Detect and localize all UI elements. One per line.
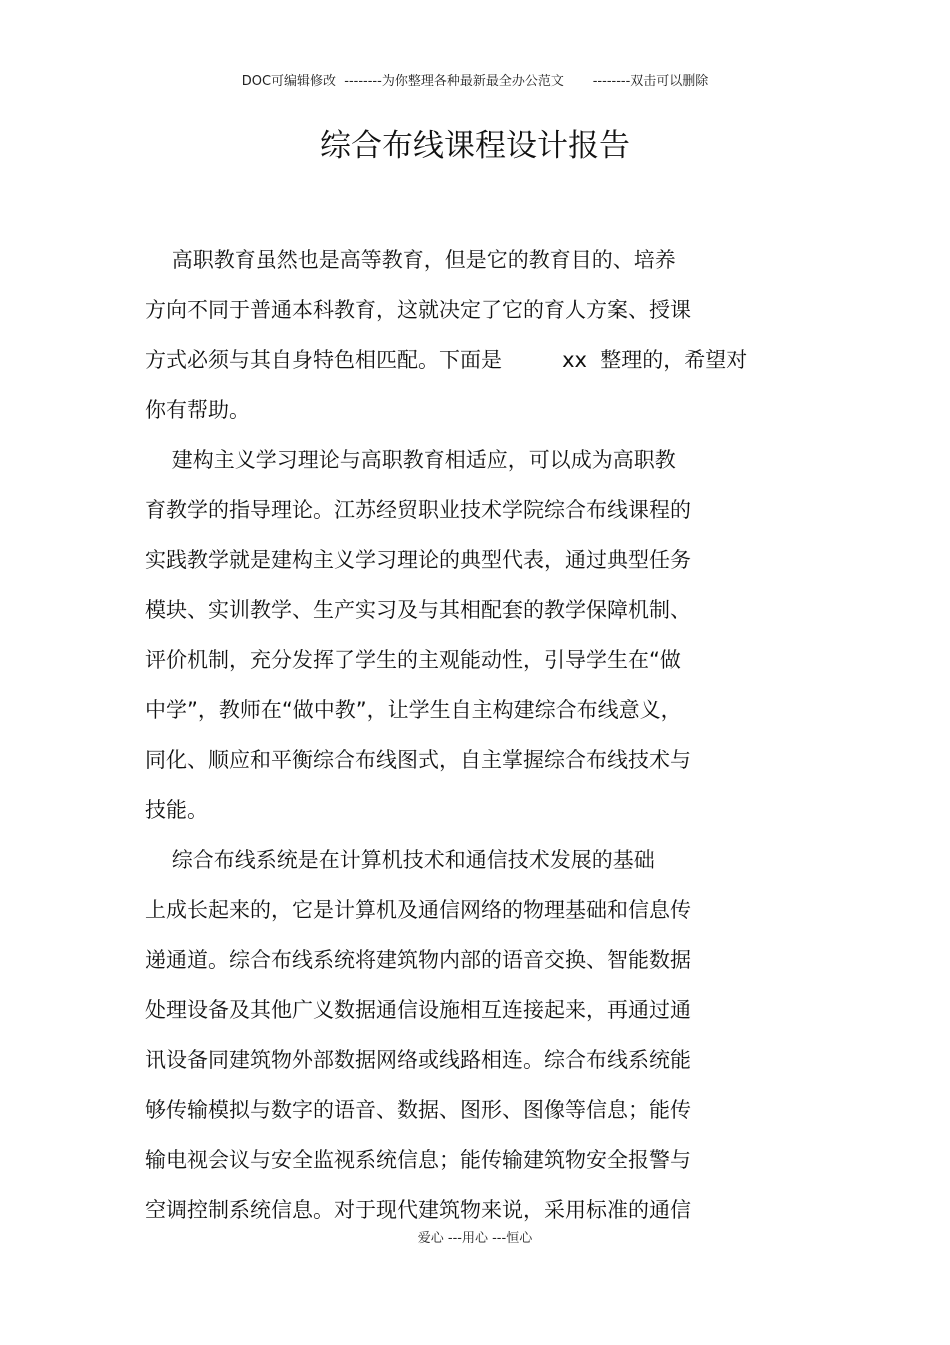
body-line: 综合布线系统是在计算机技术和通信技术发展的基础 — [145, 848, 655, 872]
body-line: 中学”，教师在“做中教”，让学生自主构建综合布线意义， — [145, 698, 682, 722]
page-header: DOC可编辑修改 --------为你整理各种最新最全办公范文 --------双击可以删除 — [241, 74, 709, 89]
body-line: 实践教学就是建构主义学习理论的典型代表，通过典型任务 — [145, 548, 691, 572]
body-line: 上成长起来的，它是计算机及通信网络的物理基础和信息传 — [145, 898, 691, 922]
body-line: 够传输模拟与数字的语音、数据、图形、图像等信息；能传 — [145, 1098, 691, 1122]
body-line: 育教学的指导理论。江苏经贸职业技术学院综合布线课程的 — [145, 498, 691, 522]
body-line: 讯设备同建筑物外部数据网络或线路相连。综合布线系统能 — [145, 1048, 691, 1072]
body-line: 空调控制系统信息。对于现代建筑物来说，采用标准的通信 — [145, 1198, 691, 1222]
page-footer: 爱心 ---用心 ---恒心 — [417, 1231, 533, 1246]
document-title: 综合布线课程设计报告 — [320, 128, 630, 164]
body-line: 方式必须与其自身特色相匹配。下面是 xx 整理的，希望对 — [145, 348, 748, 372]
body-line: 高职教育虽然也是高等教育，但是它的教育目的、培养 — [145, 248, 676, 272]
body-line: 你有帮助。 — [145, 398, 250, 422]
body-line: 输电视会议与安全监视系统信息；能传输建筑物安全报警与 — [145, 1148, 691, 1172]
body-line: 方向不同于普通本科教育，这就决定了它的育人方案、授课 — [145, 298, 691, 322]
body-line: 处理设备及其他广义数据通信设施相互连接起来，再通过通 — [145, 998, 691, 1022]
body-line: 模块、实训教学、生产实习及与其相配套的教学保障机制、 — [145, 598, 691, 622]
document-body — [145, 235, 805, 1235]
body-line: 技能。 — [145, 798, 208, 822]
body-line: 评价机制，充分发挥了学生的主观能动性，引导学生在“做 — [145, 648, 681, 672]
body-line: 建构主义学习理论与高职教育相适应，可以成为高职教 — [145, 448, 676, 472]
body-line: 递通道。综合布线系统将建筑物内部的语音交换、智能数据 — [145, 948, 691, 972]
body-line: 同化、顺应和平衡综合布线图式，自主掌握综合布线技术与 — [145, 748, 691, 772]
